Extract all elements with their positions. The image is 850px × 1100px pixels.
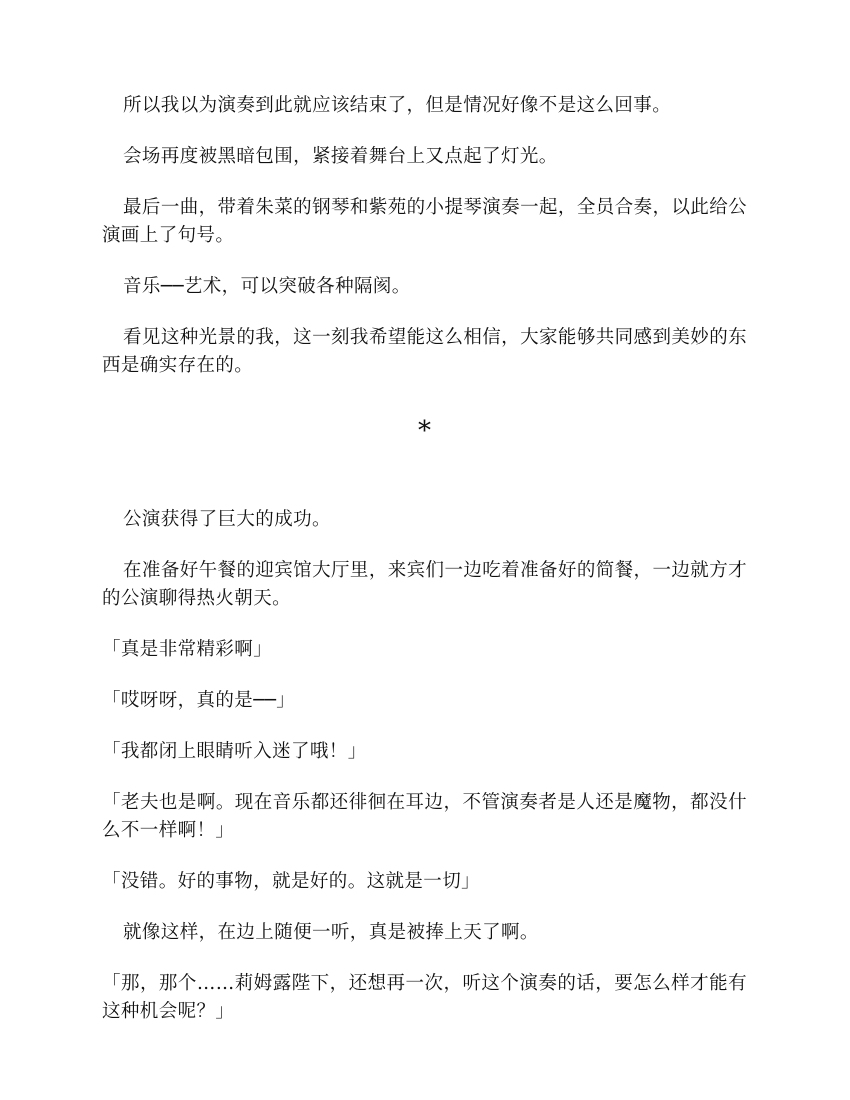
section-before-break	[102, 92, 747, 403]
dialogue-line: 「那，那个……莉姆露陛下，还想再一次，听这个演奏的话，要怎么样才能有这种机会呢？」	[102, 973, 747, 1022]
dialogue-line: 「老夫也是啊。现在音乐都还徘徊在耳边，不管演奏者是人还是魔物，都没什么不一样啊！」	[102, 792, 747, 841]
paragraph: 会场再度被黑暗包围，紧接着舞台上又点起了灯光。	[123, 146, 558, 167]
section-after-break	[102, 506, 747, 1049]
paragraph: 最后一曲，带着朱菜的钢琴和紫苑的小提琴演奏一起，全员合奏，以此给公演画上了句号。	[102, 197, 747, 246]
paragraph: 看见这种光景的我，这一刻我希望能这么相信，大家能够共同感到美妙的东西是确实存在的。	[102, 327, 747, 376]
paragraph: 在准备好午餐的迎宾馆大厅里，来宾们一边吃着准备好的简餐，一边就方才的公演聊得热火朝天。	[102, 560, 747, 609]
paragraph: 就像这样，在边上随便一听，真是被捧上天了啊。	[123, 922, 539, 943]
paragraph: 所以我以为演奏到此就应该结束了，但是情况好像不是这么回事。	[123, 95, 672, 116]
dialogue-line: 「哎呀呀，真的是──」	[102, 690, 296, 711]
dialogue-line: 「没错。好的事物，就是好的。这就是一切」	[102, 871, 481, 892]
paragraph: 音乐──艺术，可以突破各种隔阂。	[123, 276, 411, 297]
dialogue-line: 「真是非常精彩啊」	[102, 639, 273, 660]
scene-break-asterisk: *	[418, 416, 431, 446]
paragraph: 公演获得了巨大的成功。	[123, 509, 331, 530]
dialogue-line: 「我都闭上眼睛听入迷了哦！」	[102, 741, 367, 762]
